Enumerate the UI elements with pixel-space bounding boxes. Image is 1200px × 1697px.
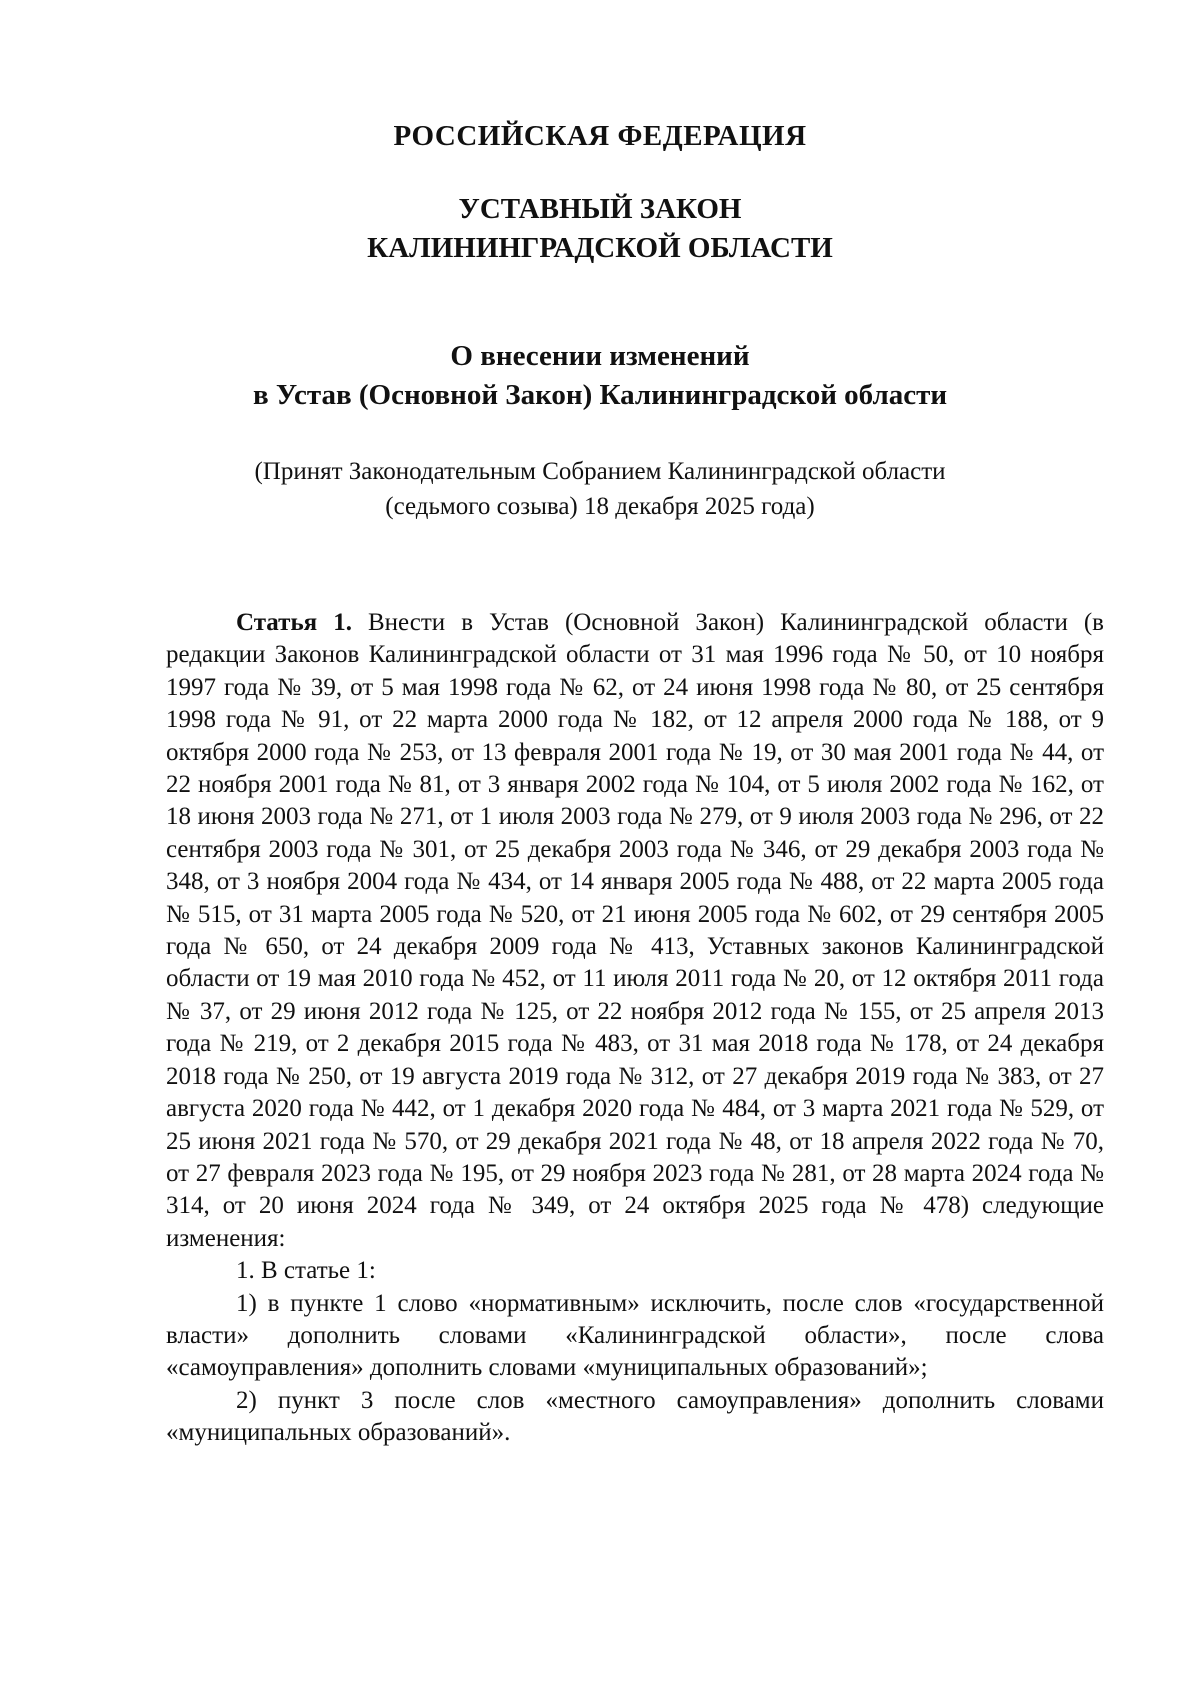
adoption-note-line-1: (Принят Законодательным Собранием Калининградской области (254, 458, 946, 485)
item-1-subitem-1: 1) в пункте 1 слово «нормативным» исключить, после слов «государственной власти» дополнить словами «Калининградской области», после слова «самоуправления» дополнить словами «муниципальных образований»; (166, 1289, 1104, 1382)
item-1-heading: 1. В статье 1: (236, 1257, 376, 1285)
adoption-note (0, 454, 1200, 524)
item-1-subitem-2: 2) пункт 3 после слов «местного самоуправления» дополнить словами «муниципальных образований». (166, 1386, 1104, 1447)
law-type-heading (0, 190, 1200, 268)
article-1-intro: Внести в Устав (Основной Закон) Калининградской области (в редакции Законов Калининградской области от 31 мая 1996 года № 50, от 10 ноября 1997 года № 39, от 5 мая 1998 года № 62, от 24 июня 1998 года № 80, от 25 сентября 1998 года № 91, от 22 марта 2000 года № 182, от 12 апреля 2000 года № 188, от 9 октября 2000 года № 253, от 13 февраля 2001 года № 19, от 30 мая 2001 года № 44, от 22 ноября 2001 года № 81, от 3 января 2002 года № 104, от 5 июля 2002 года № 162, от 18 июня 2003 года № 271, от 1 июля 2003 года № 279, от 9 июля 2003 года № 296, от 22 сентября 2003 года № 301, от 25 декабря 2003 года № 346, от 29 декабря 2003 года № 348, от 3 ноября 2004 года № 434, от 14 января 2005 года № 488, от 22 марта 2005 года № 515, от 31 марта 2005 года № 520, от 21 июня 2005 года № 602, от 29 сентября 2005 года № 650, от 24 декабря 2009 года № 413, Уставных законов Калининградской области от 19 мая 2010 года № 452, от 11 июля 2011 года № 20, от 12 октября 2011 года № 37, от 29 июня 2012 года № 125, от 22 ноября 2012 года № 155, от 25 апреля 2013 года № 219, от 2 декабря 2015 года № 483, от 31 мая 2018 года № 178, от 24 декабря 2018 года № 250, от 19 августа 2019 года № 312, от 27 декабря 2019 года № 383, от 27 августа 2020 года № 442, от 1 декабря 2020 года № 484, от 3 марта 2021 года № 529, от 25 июня 2021 года № 570, от 29 декабря 2021 года № 48, от 18 апреля 2022 года № 70, от 27 февраля 2023 года № 195, от 29 ноября 2023 года № 281, от 28 марта 2024 года № 314, от 20 июня 2024 года № 349, от 24 октября 2025 года № 478) следующие изменения: (166, 609, 1104, 1252)
law-title-line-2: в Устав (Основной Закон) Калининградской области (252, 379, 948, 411)
country-heading (0, 117, 1200, 156)
article-1-paragraph (166, 607, 1104, 1255)
adoption-note-line-2: (седьмого созыва) 18 декабря 2025 года) (385, 493, 815, 520)
law-title-line-1: О внесении изменений (450, 340, 750, 372)
article-1-body (166, 607, 1104, 1450)
law-type-line-1: УСТАВНЫЙ ЗАКОН (458, 193, 742, 225)
law-type-line-2: КАЛИНИНГРАДСКОЙ ОБЛАСТИ (367, 232, 833, 264)
law-title (0, 337, 1200, 415)
article-1-label: Статья 1. (236, 609, 352, 636)
country-name: РОССИЙСКАЯ ФЕДЕРАЦИЯ (393, 120, 807, 152)
